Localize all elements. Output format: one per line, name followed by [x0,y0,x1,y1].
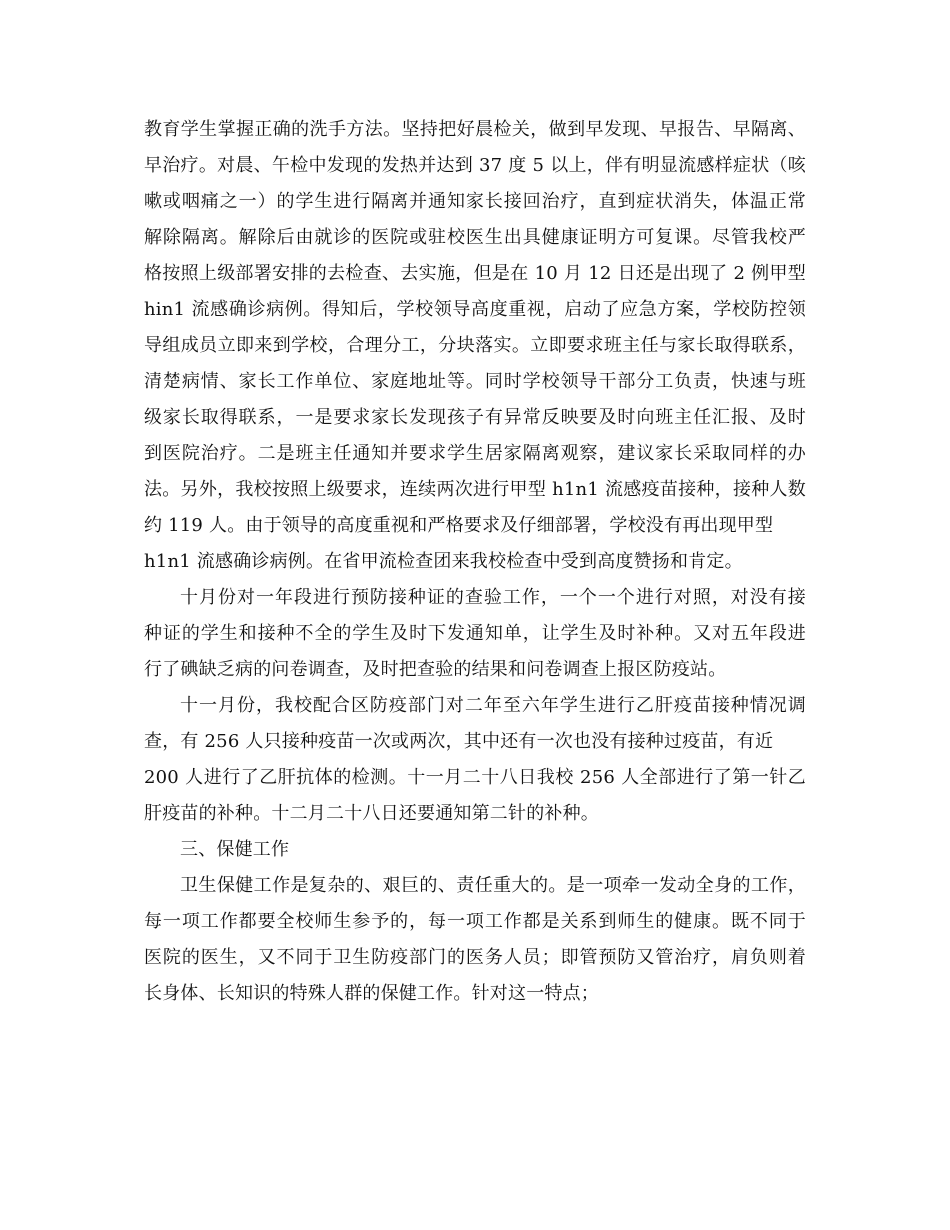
text-line: 卫生保健工作是复杂的、艰巨的、责任重大的。是一项牵一发动全身的工作， [180,875,806,896]
text-line: 导组成员立即来到学校，合理分工，分块落实。立即要求班主任与家长取得联系， [144,335,806,356]
text-line: 早治疗。对晨、午检中发现的发热并达到 37 度 5 以上，伴有明显流感样症状（咳 [144,155,806,176]
text-line: 医院的医生，又不同于卫生防疫部门的医务人员；即管预防又管治疗，肩负则着 [144,947,806,968]
text-line: 清楚病情、家长工作单位、家庭地址等。同时学校领导干部分工负责，快速与班 [144,371,806,392]
text-line: 法。另外，我校按照上级要求，连续两次进行甲型 h1n1 流感疫苗接种，接种人数 [144,479,806,500]
text-line: 嗽或咽痛之一）的学生进行隔离并通知家长接回治疗，直到症状消失，体温正常 [144,191,806,212]
text-line: 解除隔离。解除后由就诊的医院或驻校医生出具健康证明方可复课。尽管我校严 [144,227,806,248]
text-line: 到医院治疗。二是班主任通知并要求学生居家隔离观察，建议家长采取同样的办 [144,443,806,464]
text-line: 三、保健工作 [180,839,290,860]
document-body [144,112,806,1012]
text-line: 种证的学生和接种不全的学生及时下发通知单，让学生及时补种。又对五年段进 [144,623,806,644]
text-line: 级家长取得联系，一是要求家长发现孩子有异常反映要及时向班主任汇报、及时 [144,407,806,428]
text-line: hin1 流感确诊病例。得知后，学校领导高度重视，启动了应急方案，学校防控领 [144,299,806,320]
text-line: 格按照上级部署安排的去检查、去实施，但是在 10 月 12 日还是出现了 2 例甲型 [144,263,806,284]
text-line: 200 人进行了乙肝抗体的检测。十一月二十八日我校 256 人全部进行了第一针乙 [144,767,806,788]
text-line: 每一项工作都要全校师生参予的，每一项工作都是关系到师生的健康。既不同于 [144,911,806,932]
text-line: 教育学生掌握正确的洗手方法。坚持把好晨检关，做到早发现、早报告、早隔离、 [144,119,806,140]
text-line: 肝疫苗的补种。十二月二十八日还要通知第二针的补种。 [144,803,599,824]
text-line: 查，有 256 人只接种疫苗一次或两次，其中还有一次也没有接种过疫苗，有近 [144,731,774,752]
text-line: 十月份对一年段进行预防接种证的查验工作，一个一个进行对照，对没有接 [180,587,806,608]
text-line: 约 119 人。由于领导的高度重视和严格要求及仔细部署，学校没有再出现甲型 [144,515,774,536]
text-line: 行了碘缺乏病的问卷调查，及时把查验的结果和问卷调查上报区防疫站。 [144,659,727,680]
text-line: 十一月份，我校配合区防疫部门对二年至六年学生进行乙肝疫苗接种情况调 [180,695,806,716]
text-line: 长身体、长知识的特殊人群的保健工作。针对这一特点； [144,983,599,1004]
text-line: h1n1 流感确诊病例。在省甲流检查团来我校检查中受到高度赞扬和肯定。 [144,551,743,572]
